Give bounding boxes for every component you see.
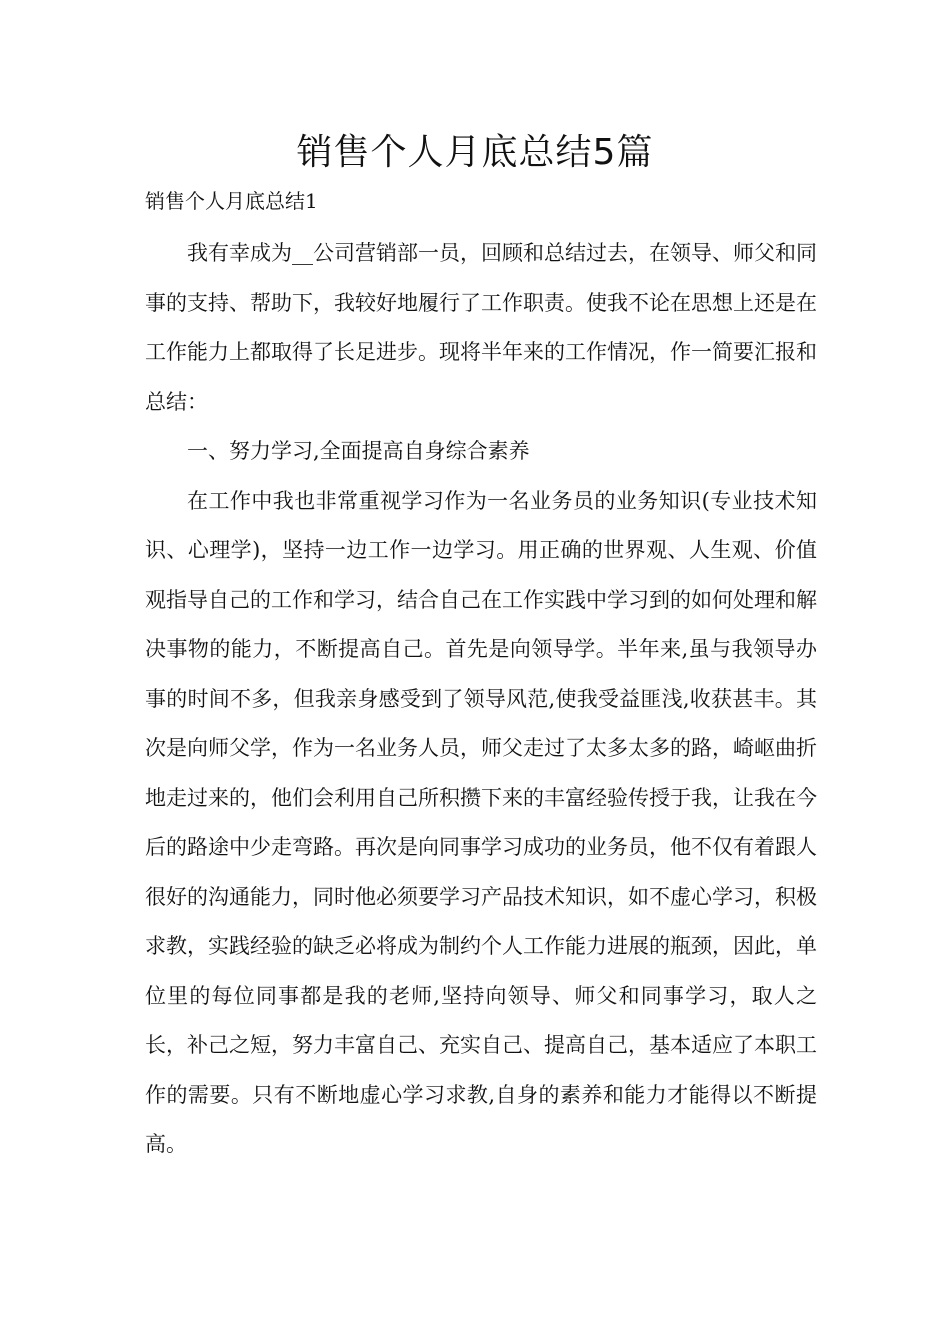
- document-body: [145, 229, 817, 1170]
- document-title: 销售个人月底总结5篇: [296, 132, 654, 173]
- section-title: 销售个人月底总结1: [145, 189, 318, 213]
- paragraph-intro: 我有幸成为__公司营销部一员，回顾和总结过去，在领导、师父和同事的支持、帮助下，我较好地履行了工作职责。使我不论在思想上还是在工作能力上都取得了长足进步。现将半年来的工作情况，作一简要汇报和总结：: [145, 241, 817, 414]
- paragraph-heading: 一、努力学习,全面提高自身综合素养: [187, 439, 530, 463]
- paragraph-study: 在工作中我也非常重视学习作为一名业务员的业务知识(专业技术知识、心理学)，坚持一边工作一边学习。用正确的世界观、人生观、价值观指导自己的工作和学习，结合自己在工作实践中学习到的如何处理和解决事物的能力，不断提高自己。首先是向领导学。半年来,虽与我领导办事的时间不多，但我亲身感受到了领导风范,使我受益匪浅,收获甚丰。其次是向师父学，作为一名业务人员，师父走过了太多太多的路，崎岖曲折地走过来的，他们会利用自己所积攒下来的丰富经验传授于我，让我在今后的路途中少走弯路。再次是向同事学习成功的业务员，他不仅有着跟人很好的沟通能力，同时他必须要学习产品技术知识，如不虚心学习，积极求教，实践经验的缺乏必将成为制约个人工作能力进展的瓶颈，因此，单位里的每位同事都是我的老师,坚持向领导、师父和同事学习，取人之长，补己之短，努力丰富自己、充实自己、提高自己，基本适应了本职工作的需要。只有不断地虚心学习求教,自身的素养和能力才能得以不断提高。: [145, 488, 817, 1156]
